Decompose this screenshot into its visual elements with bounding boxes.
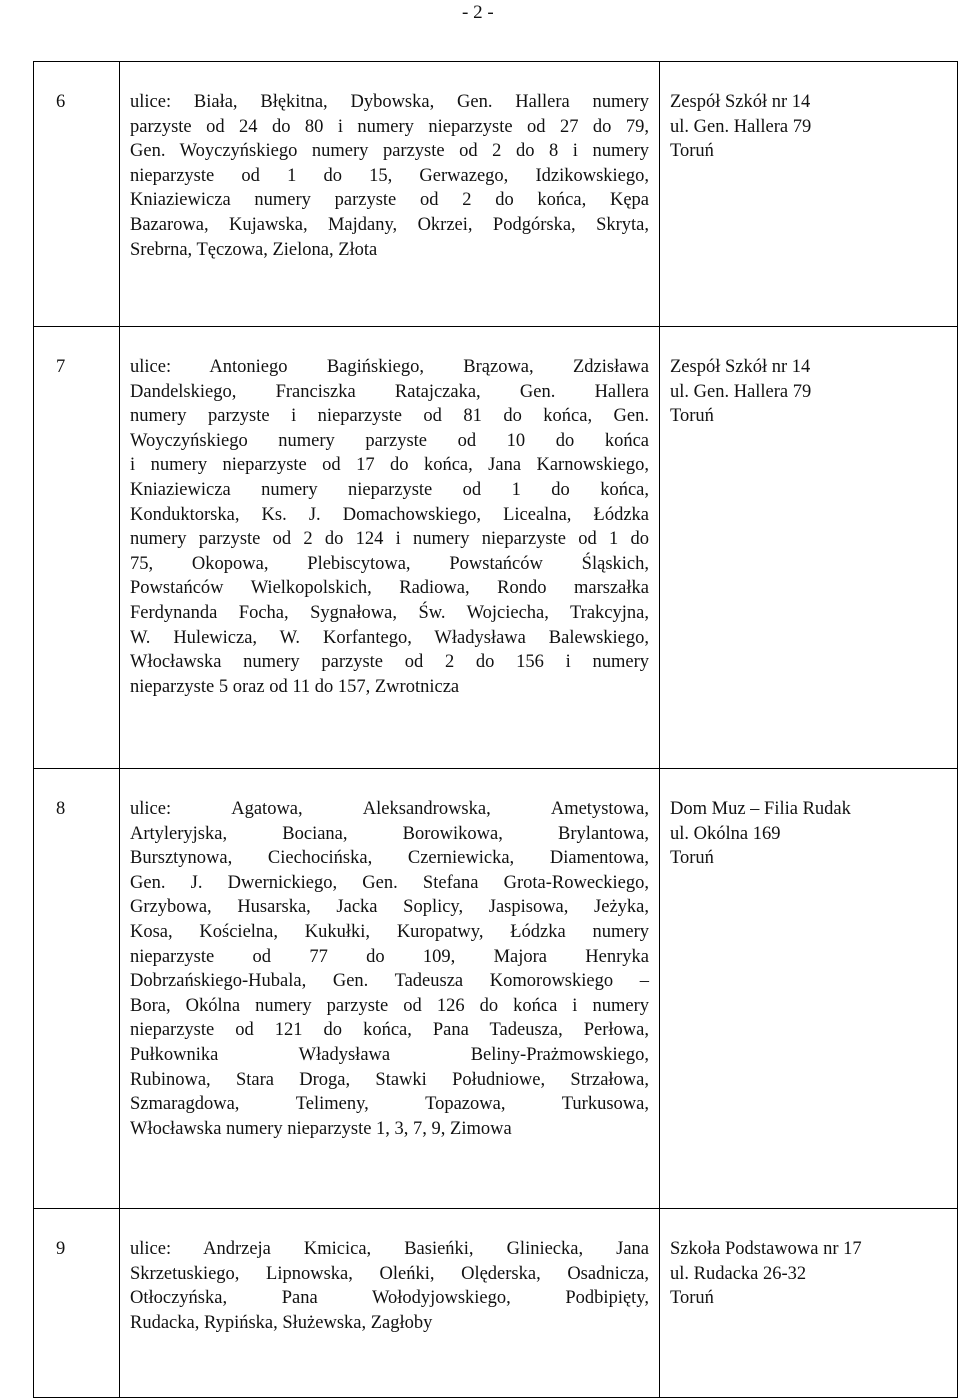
table-row <box>34 769 958 1209</box>
streets-line: Powstańców Wielkopolskich, Radiowa, Rondo marszałka <box>130 578 649 599</box>
streets-line: Kniaziewicza numery parzyste od 2 do końca, Kępa <box>130 190 649 211</box>
school-cell <box>660 1209 958 1398</box>
streets-line: nieparzyste od 1 do 15, Gerwazego, Idzikowskiego, <box>130 165 649 186</box>
row-number: 7 <box>34 327 120 769</box>
streets-line: 75, Okopowa, Plebiscytowa, Powstańców Śląskich, <box>130 553 649 574</box>
streets-line: Kosa, Kościelna, Kukułki, Kuropatwy, Łódzka numery <box>130 921 649 942</box>
table-row <box>34 327 958 769</box>
streets-line: W. Hulewicza, W. Korfantego, Władysława Balewskiego, <box>130 627 649 648</box>
streets-line: nieparzyste od 77 do 109, Majora Henryka <box>130 946 649 967</box>
streets-line: Konduktorska, Ks. J. Domachowskiego, Licealna, Łódzka <box>130 504 649 525</box>
row-number: 9 <box>34 1209 120 1398</box>
page-number: - 2 - <box>462 2 494 23</box>
streets-line: Ferdynanda Focha, Sygnałowa, Św. Wojciecha, Trakcyjna, <box>130 602 649 623</box>
streets-line: Woyczyńskiego numery parzyste od 10 do końca <box>130 430 649 451</box>
streets-line: Bursztynowa, Ciechocińska, Czerniewicka, Diamentowa, <box>130 848 649 869</box>
streets-line: Szmaragdowa, Telimeny, Topazowa, Turkusowa, <box>130 1094 649 1115</box>
streets-line: Dobrzańskiego-Hubala, Gen. Tadeusza Komorowskiego – <box>130 971 649 992</box>
streets-line: Rubinowa, Stara Droga, Stawki Południowe, Strzałowa, <box>130 1069 649 1090</box>
school-name: Dom Muz – Filia Rudak <box>670 799 851 819</box>
streets-cell <box>120 769 660 1209</box>
streets-line: Włocławska numery parzyste od 2 do 156 i numery <box>130 652 649 673</box>
streets-line: nieparzyste 5 oraz od 11 do 157, Zwrotnicza <box>130 676 460 697</box>
school-district-table <box>33 61 958 1398</box>
school-address: ul. Okólna 169 <box>670 823 781 844</box>
streets-line: Włocławska numery nieparzyste 1, 3, 7, 9, Zimowa <box>130 1118 512 1139</box>
school-address: ul. Rudacka 26-32 <box>670 1263 807 1284</box>
school-city: Toruń <box>670 406 714 427</box>
streets-line: Grzybowa, Husarska, Jacka Soplicy, Jaspisowa, Jeżyka, <box>130 897 649 918</box>
streets-line: numery parzyste i nieparzyste od 81 do końca, Gen. <box>130 406 649 427</box>
school-cell <box>660 62 958 327</box>
streets-cell <box>120 62 660 327</box>
streets-line: nieparzyste od 121 do końca, Pana Tadeusza, Perłowa, <box>130 1020 649 1041</box>
row-number: 8 <box>34 769 120 1209</box>
streets-line: Srebrna, Tęczowa, Zielona, Złota <box>130 239 378 260</box>
school-city: Toruń <box>670 141 714 162</box>
streets-line: Bazarowa, Kujawska, Majdany, Okrzei, Podgórska, Skryta, <box>130 214 649 235</box>
streets-line: Kniaziewicza numery nieparzyste od 1 do końca, <box>130 479 649 500</box>
table-row <box>34 1209 958 1398</box>
streets-line: Skrzetuskiego, Lipnowska, Oleńki, Olęderska, Osadnicza, <box>130 1263 649 1284</box>
streets-line: Rudacka, Rypińska, Służewska, Zagłoby <box>130 1312 433 1333</box>
school-name: Szkoła Podstawowa nr 17 <box>670 1239 862 1259</box>
streets-line: parzyste od 24 do 80 i numery nieparzyste od 27 do 79, <box>130 116 649 137</box>
school-cell <box>660 769 958 1209</box>
streets-line: ulice: Agatowa, Aleksandrowska, Ametystowa, <box>130 799 649 819</box>
school-city: Toruń <box>670 848 714 869</box>
streets-line: Artyleryjska, Bociana, Borowikowa, Brylantowa, <box>130 823 649 844</box>
streets-line: Pułkownika Władysława Beliny-Prażmowskiego, <box>130 1044 649 1065</box>
streets-line: numery parzyste od 2 do 124 i numery nieparzyste od 1 do <box>130 529 649 550</box>
streets-line: Dandelskiego, Franciszka Ratajczaka, Gen. Hallera <box>130 381 649 402</box>
streets-cell <box>120 327 660 769</box>
school-address: ul. Gen. Hallera 79 <box>670 381 812 402</box>
row-number: 6 <box>34 62 120 327</box>
streets-line: Gen. Woyczyńskiego numery parzyste od 2 do 8 i numery <box>130 141 649 162</box>
streets-line: Otłoczyńska, Pana Wołodyjowskiego, Podbipięty, <box>130 1288 649 1309</box>
school-name: Zespół Szkół nr 14 <box>670 92 811 112</box>
streets-line: ulice: Andrzeja Kmicica, Basieńki, Gliniecka, Jana <box>130 1239 649 1259</box>
streets-line: Bora, Okólna numery parzyste od 126 do końca i numery <box>130 995 649 1016</box>
streets-line: Gen. J. Dwernickiego, Gen. Stefana Grota-Roweckiego, <box>130 872 649 893</box>
school-address: ul. Gen. Hallera 79 <box>670 116 812 137</box>
school-city: Toruń <box>670 1288 714 1309</box>
table-row <box>34 62 958 327</box>
streets-cell <box>120 1209 660 1398</box>
streets-line: i numery nieparzyste od 17 do końca, Jana Karnowskiego, <box>130 455 649 476</box>
school-cell <box>660 327 958 769</box>
streets-line: ulice: Biała, Błękitna, Dybowska, Gen. Hallera numery <box>130 92 649 112</box>
streets-line: ulice: Antoniego Bagińskiego, Brązowa, Zdzisława <box>130 357 649 377</box>
school-name: Zespół Szkół nr 14 <box>670 357 811 377</box>
